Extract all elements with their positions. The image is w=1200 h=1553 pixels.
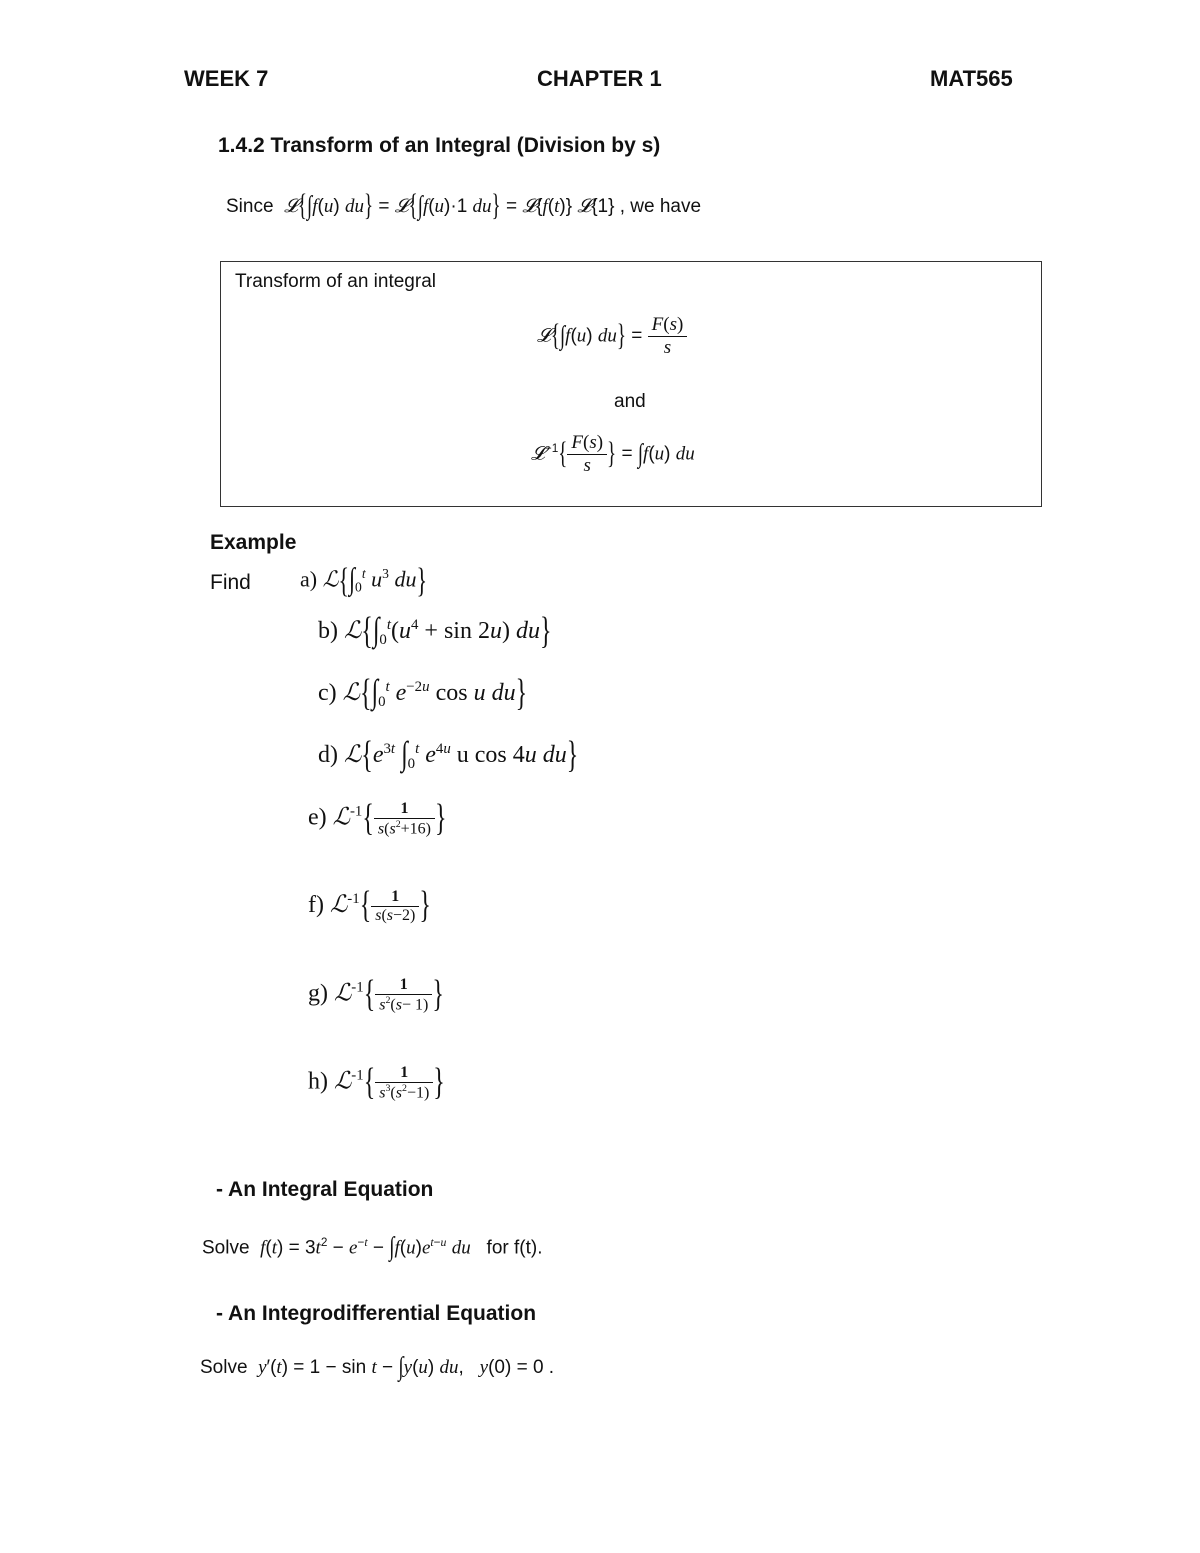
- example-b: b) $ℒ\{\int_0^t(u^4 + \sin 2u)$ du}: [318, 610, 552, 653]
- example-f: f) ℒ$^{-1}${ $\frac{1}{s(s-2)}$ }: [308, 884, 431, 927]
- since-tail: , we have: [619, 196, 702, 218]
- example-e: e) ℒ$^{-1}${ $\frac{1}{s(s^2+16)}$ }: [308, 797, 447, 840]
- since-line: [226, 189, 702, 223]
- header-week: WEEK 7: [184, 66, 269, 91]
- integral-eq-tail: for f(t).: [486, 1237, 543, 1259]
- example-heading: Example: [210, 531, 297, 554]
- find-label: Find: [210, 571, 251, 594]
- example-a: a) $ℒ\{\int_0^t$ $u^3$ du}: [300, 560, 428, 601]
- header-chapter: CHAPTER 1: [537, 66, 662, 91]
- integrodiff-eq-lead: Solve: [200, 1357, 248, 1378]
- section-title: 1.4.2 Transform of an Integral (Division by s): [218, 134, 661, 157]
- integral-eq-lead: Solve: [202, 1237, 250, 1259]
- label-d: d): [318, 742, 338, 768]
- box-formula-1: 𝓛{∫f(u) du} = $\frac{F(s)}{s}$: [537, 314, 687, 359]
- example-g: g) ℒ$^{-1}${ $\frac{1}{s^2(s- 1)}$ }: [308, 973, 444, 1016]
- label-a: a): [300, 566, 318, 592]
- integrodiff-eq-line: Solve y′(t) = 1 − sin t − ∫y(u) du, y(0) = 0 .: [200, 1352, 555, 1382]
- box-formula-2: 𝓛$^{-1}${ $\frac{F(s)}{s}$ } = ∫f(u) du: [531, 432, 695, 476]
- label-e: e): [308, 804, 327, 831]
- integral-eq-line: Solve $f(t) = 3t^2 - e^{-t} - \int f(u)e^{t-u}$ du for f(t).: [202, 1232, 543, 1263]
- since-formula: 𝓛{∫f(u) du} = 𝓛{∫f(u)·1 du} = 𝓛{f(t)} 𝓛{1}: [284, 189, 620, 223]
- label-g: g): [308, 980, 328, 1007]
- transform-box: [220, 261, 1042, 507]
- box-and: and: [614, 391, 646, 412]
- label-h: h): [308, 1068, 328, 1095]
- box-title: Transform of an integral: [235, 271, 436, 292]
- example-d: d) $ℒ\{e^{3t}$ $\int_0^t$ $e^{4u}$ u cos 4u du}: [318, 734, 579, 777]
- integrodiff-eq-heading: - An Integrodifferential Equation: [216, 1302, 537, 1325]
- header-course: MAT565: [930, 66, 1013, 91]
- label-f: f): [308, 892, 324, 919]
- since-lead: Since: [226, 196, 274, 218]
- example-h: h) ℒ$^{-1}${ $\frac{1}{s^3(s^2-1)}$ }: [308, 1061, 445, 1104]
- integral-eq-heading: - An Integral Equation: [216, 1178, 434, 1201]
- label-c: c): [318, 680, 337, 706]
- example-c: c) $ℒ\{\int_0^t$ $e^{-2u}$ cos u du}: [318, 672, 528, 715]
- label-b: b): [318, 618, 338, 644]
